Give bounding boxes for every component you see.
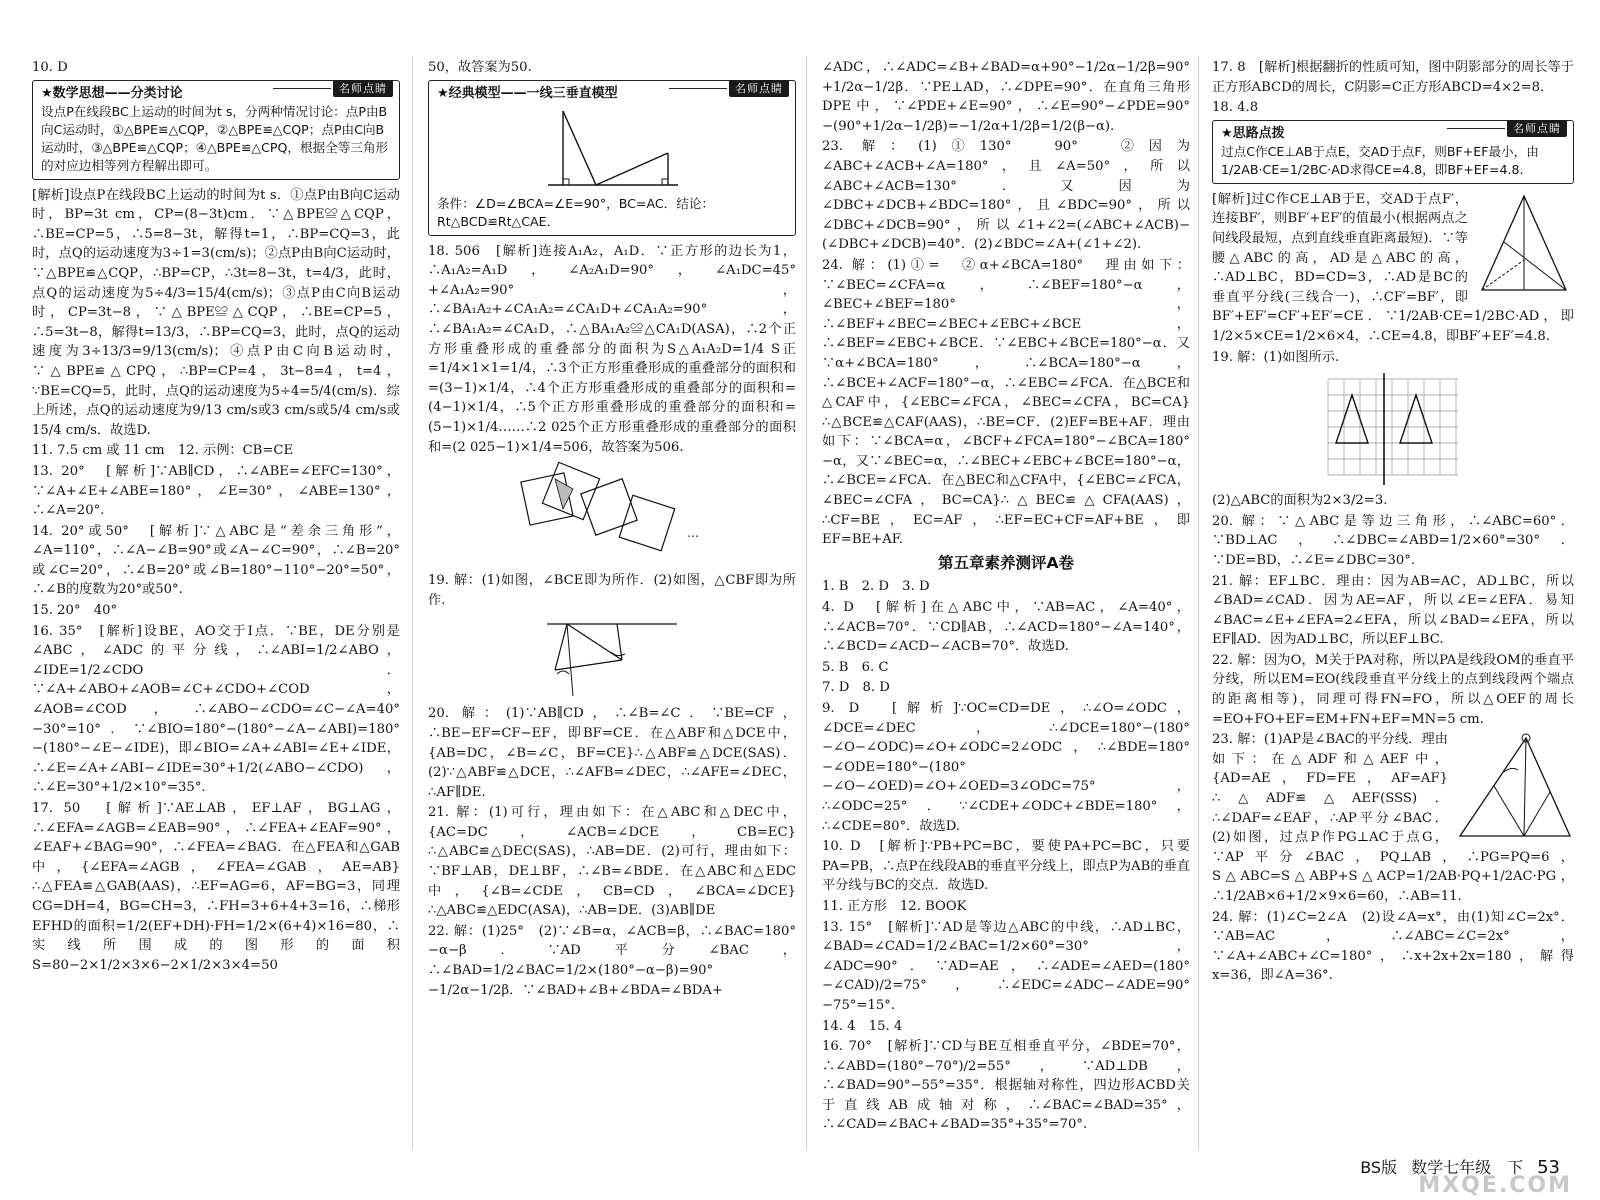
tip-title: ★思路点拨	[1221, 125, 1285, 141]
answer-paragraph	[32, 462, 400, 521]
tip-text: 条件：∠D=∠BCA=∠E=90°，BC=AC．结论：Rt△BCD≌Rt△CAE．	[437, 195, 715, 229]
answer-paragraph	[32, 186, 400, 441]
answer-text: 16. 35° [解析]设BE，AO交于I点．∵BE，DE分别是∠ABC，∠ADC的平分线，∴∠ABI=1/2∠ABO，∠IDE=1/2∠CDO．∵∠A+∠ABO+∠AOB=∠C+∠CDO+∠COD，∠AOB=∠COD，∴∠ABO−∠CDO=∠C−∠A=40°−30°=10°．∵∠BIO=180°−(180°−∠A−∠ABI)=180°−(180°−∠E−∠IDE)，即∠BIO=∠A+∠ABI=∠E+∠IDE，∴∠E=∠A+∠ABI−∠IDE=30°+1/2(∠ABO−∠CDO)，∴∠E=30°+1/2×10°=35°.	[32, 623, 400, 796]
answer-paragraph	[1212, 58, 1574, 97]
tip-box	[428, 80, 796, 236]
answer-paragraph	[1212, 908, 1574, 986]
answer-text: 16. 70° [解析]∵CD与BE互相垂直平分，∠BDE=70°，∴∠ABD=(180°−70°)/2=55°，∵AD⊥DB，∴∠BAD=90°−55°=35°．根据轴对称性，四边形ACBD关于直线AB成轴对称，∴∠BAC=∠BAD=35°，∴∠CAD=∠BAC+∠BAD=35°+35°=70°.	[822, 1039, 1190, 1133]
answer-text: 15. 20° 40°	[32, 603, 118, 619]
answer-paragraph	[822, 699, 1190, 836]
page-number: 53	[1537, 1157, 1560, 1178]
answer-paragraph	[822, 58, 1190, 136]
answer-paragraph	[822, 837, 1190, 896]
answer-text: 23. 解：(1)①130° 90° ②因为∠ABC+∠ACB+∠A=180°，且∠A=50°，所以∠ABC+∠ACB=130°．又因为∠DBC+∠DCB+∠BDC=180°，且∠BDC=90°，所以∠DBC+∠DCB=90°，所以∠1+∠2=(∠ABC+∠ACB)−(∠DBC+∠DCB)=40°．(2)∠BDC=∠A+(∠1+∠2).	[822, 139, 1190, 253]
answer-text: 50，故答案为50.	[428, 60, 532, 75]
answer-paragraph	[1212, 348, 1574, 368]
answer-paragraph	[32, 622, 400, 798]
answer-paragraph	[32, 799, 400, 975]
tip-title: ★经典模型——一线三垂直模型	[437, 85, 618, 101]
footer-subject: 数学七年级 下	[1411, 1158, 1524, 1177]
column-1	[32, 58, 400, 1148]
tip-text: 设点P在线段BC上运动的时间为t s，分两种情况讨论：点P由B向C运动时，①△BPE≌△CQP，②△BPE≌△CQP；点P由C向B运动时，③△BPE≌△CQP；④△BPE≌△CPQ，根据全等三角形的对应边相等列方程解出即可。	[41, 103, 389, 173]
construction-figure	[527, 612, 697, 702]
tip-title: ★数学思想——分类讨论	[41, 85, 183, 101]
answer-text: 24. 解：(1)①= ②α+∠BCA=180° 理由如下：∵∠BEC=∠CFA=α，∴∠BEF=180°−α，∠BEC+∠BEF=180°，∴∠BEF+∠BEC=∠BEC+∠EBC+∠BCE，∴∠BEF=∠EBC+∠BCE．∵∠EBC+∠BCE=180°−α．又∵α+∠BCA=180°，∴∠BCA=180°−α，∴∠BCE+∠ACF=180°−α，∴∠EBC=∠FCA．在△BCE和△CAF中，{∠EBC=∠FCA，∠BEC=∠CFA，BC=CA}∴△BCE≌△CAF(AAS)，∴BE=CF．(2)EF=BE+AF．理由如下：∵∠BCA=α，∠BCF+∠FCA=180°−∠BCA=180°−α，又∵∠BEC=α，∴∠BEC+∠EBC+∠BCE=180°−α，∴∠BCE=∠FCA．在△BEC和△CFA中，{∠EBC=∠FCA，∠BEC=∠CFA，BC=CA}∴△BEC≌△CFA(AAS)，∴CF=BE，EC=AF，∴EF=EC+CF=AF+BE，即EF=BE+AF.	[822, 257, 1190, 548]
tip-box	[32, 80, 400, 180]
answer-text: 18. 4.8	[1212, 100, 1259, 116]
answer-text: 13. 15° [解析]∵AD是等边△ABC的中线，∴AD⊥BC，∠BAD=∠CAD=1/2∠BAC=1/2×60°=30°，∠ADC=90°．∵AD=AE，∴∠ADE=∠AED=(180°−∠CAD)/2=75°，∴∠EDC=∠ADC−∠ADE=90°−75°=15°.	[822, 919, 1190, 1013]
overlapping-squares-figure	[497, 459, 727, 569]
answer-paragraph	[1212, 98, 1574, 118]
answer-text: 14. 20°或50° [解析]∵△ABC是“差余三角形”，∠A=110°，∴∠A−∠B=90°或∠A−∠C=90°，∴∠B=20°或∠C=20°，∴∠B=20°或∠B=180°−110°−20°=50°，∴∠B的度数为20°或50°.	[32, 523, 400, 598]
answer-paragraph	[32, 58, 400, 78]
answer-text: 11. 正方形 12. BOOK	[822, 898, 967, 914]
column-divider	[806, 56, 807, 1150]
answer-text: 13. 20° [解析]∵AB∥CD，∴∠ABE=∠EFC=130°，∵∠A+∠E+∠ABE=180°，∠E=30°，∠ABE=130°，∴∠A=20°.	[32, 463, 400, 519]
answer-text: 11. 7.5 cm 或 11 cm 12. 示例：CB=CE	[32, 443, 294, 459]
column-divider	[412, 56, 413, 1150]
answer-text: 5. B 6. C	[822, 659, 889, 675]
column-4	[1212, 58, 1574, 1148]
svg-text:…: …	[687, 526, 699, 541]
column-3	[822, 58, 1190, 1148]
answer-text: 7. D 8. D	[822, 680, 890, 696]
answer-paragraph	[822, 1017, 1190, 1037]
answer-paragraph	[1212, 491, 1574, 511]
answer-text: (2)△ABC的面积为2×3/2=3.	[1212, 493, 1388, 509]
answer-paragraph	[428, 704, 796, 802]
answer-text: 4. D [解析]在△ABC中，∵AB=AC，∠A=40°，∴∠ACB=70°．∵CD∥AB，∴∠ACD=180°−∠A=140°，∴∠BCD=∠ACD−∠ACB=70°．故选D.	[822, 600, 1190, 655]
answer-paragraph	[428, 58, 796, 78]
watermark: MXQE.COM	[1418, 1173, 1572, 1198]
isosceles-triangle-figure	[1474, 190, 1574, 300]
answer-text: [解析]设点P在线段BC上运动的时间为t s．①点P由B向C运动时，BP=3t cm，CP=(8−3t)cm．∵△BPE≌△CQP，∴BE=CP=5，∴5=8−3t，解得t=1，∴BP=CQ=3，此时，点Q的运动速度为3÷1=3(cm/s)；②点P由B向C运动时，∵△BPE≌△CQP，∴BP=CP，∴3t=8−3t，t=4/3，此时，点Q的运动速度为5÷4/3=15/4(cm/s)；③点P由C向B运动时，CP=3t−8，∵△BPE≌△CQP，∴BE=CP=5，∴5=3t−8，解得t=13/3，∴BP=CQ=3，此时，点Q的运动速度为3÷13/3=9/13(cm/s)；④点P由C向B运动时，∵△BPE≌△CPQ，∴BP=CP=4，3t−8=4，t=4，∵BE=CQ=5，此时，点Q的运动速度为5÷4=5/4(cm/s)．综上所述，点Q的运动速度为9/13 cm/s或3 cm/s或5/4 cm/s或15/4 cm/s．故选D.	[32, 187, 400, 438]
tip-box	[1212, 120, 1574, 184]
answer-paragraph	[822, 658, 1190, 678]
answer-paragraph	[428, 922, 796, 1000]
section-title: 第五章素养测评A卷	[938, 553, 1074, 572]
answer-text: 17. 8 [解析]根据翻折的性质可知，图中阴影部分的周长等于正方形ABCD的周长，C阴影=C正方形ABCD=4×2=8.	[1212, 60, 1574, 95]
answer-paragraph	[1212, 651, 1574, 729]
answer-paragraph	[822, 256, 1190, 550]
answer-text: 10. D	[32, 60, 68, 75]
answer-paragraph	[822, 918, 1190, 1016]
answer-text: 17. 50 [解析]∵AE⊥AB，EF⊥AF，BG⊥AG，∴∠EFA=∠AGB=∠EAB=90°，∴∠FEA+∠EAF=90°，∠EAF+∠BAG=90°，∴∠FEA=∠BAG．在△FEA和△GAB中，{∠EFA=∠AGB，∠FEA=∠GAB，AE=AB}∴△FEA≌△GAB(AAS)，∴EF=AG=6，AF=BG=3，同理CG=DH=4，BG=CH=3，∴FH=3+6+4+3=16，∴梯形EFHD的面积=1/2(EF+DH)·FH=1/2×(6+4)×16=80，∴实线所围成的图形的面积S=80−2×1/2×3×6−2×1/2×3×4=50	[32, 801, 400, 973]
answer-paragraph	[822, 598, 1190, 657]
angle-bisector-figure	[1454, 732, 1574, 844]
column-divider	[1198, 56, 1199, 1150]
answer-paragraph	[822, 577, 1190, 597]
tip-text: 过点C作CE⊥AB于点E，交AD于点F，则BF+EF最小，由1/2AB·CE=1/2BC·AD求得CE=4.8，即BF+EF=4.8.	[1221, 143, 1539, 177]
answer-text: 20. 解：(1)∵AB∥CD，∴∠B=∠C．∵BE=CF，∴BE−EF=CF−EF，即BF=CE．在△ABF和△DCE中，{AB=DC，∠B=∠C，BF=CE}∴△ABF≌△DCE(SAS)．(2)∵△ABF≌△DCE，∴∠AFB=∠DEC，∴∠AFE=∠DEC，∴AF∥DE.	[428, 706, 796, 800]
answer-paragraph	[428, 242, 796, 458]
answer-paragraph	[428, 803, 796, 921]
answer-paragraph	[1212, 512, 1574, 571]
tip-badge: 名师点睛	[1507, 120, 1567, 137]
answer-text: 10. D [解析]∵PB+PC=BC，要使PA+PC=BC，只要PA=PB，∴点P在线段AB的垂直平分线上，即点P为AB的垂直平分线与BC的交点．故选D.	[822, 839, 1190, 894]
one-line-three-perpendicular-figure	[538, 105, 688, 193]
answer-paragraph	[1212, 730, 1574, 906]
answer-text: 20. 解：∵△ABC是等边三角形，∴∠ABC=60°．∵BD⊥AC，∴∠DBC=∠ABD=1/2×60°=30°．∵DE=BD，∴∠E=∠DBC=30°.	[1212, 513, 1574, 568]
answer-text: 24. 解：(1)∠C=2∠A (2)设∠A=x°，由(1)知∠C=2x°．∵AB=AC，∴∠ABC=∠C=2x°，∵∠A+∠ABC+∠C=180°，∴x+2x+2x=180，解得x=36，即∠A=36°.	[1212, 909, 1574, 984]
answer-text: 22. 解：(1)25° (2)∵∠B=α，∠ACB=β，∴∠BAC=180°−α−β．∵AD平分∠BAC，∴∠BAD=1/2∠BAC=1/2×(180°−α−β)=90°−1/2α−1/2β．∵∠BAD+∠B+∠BDA=∠BDA+	[428, 923, 796, 998]
answer-text: 1. B 2. D 3. D	[822, 579, 930, 595]
answer-text: 23. 解：(1)AP是∠BAC的平分线．理由如下：在△ADF和△AEF中，{AD=AE，FD=FE，AF=AF}∴△ADF≌△AEF(SSS)．∴∠DAF=∠EAF，∴AP平分∠BAC．(2)如图，过点P作PG⊥AC于点G，∵AP平分∠BAC，PQ⊥AB，∴PG=PQ=6，S△ABC=S△ABP+S△ACP=1/2AB·PQ+1/2AC·PG，∴1/2AB×6+1/2×9×6=60，∴AB=11.	[1212, 732, 1574, 904]
answer-text: 22. 解：因为O，M关于PA对称，所以PA是线段OM的垂直平分线，所以EM=EO(线段垂直平分线上的点到线段两个端点的距离相等)，同理可得FN=FO，所以△OEF的周长=EO+FO+EF=EM+FN+EF=MN=5 cm.	[1212, 652, 1574, 727]
answer-text: ∠ADC，∴∠ADC=∠B+∠BAD=α+90°−1/2α−1/2β=90°+1/2α−1/2β．∵PE⊥AD，∴∠DPE=90°．在直角三角形DPE中，∵∠PDE+∠E=90°，∴∠E=90°−∠PDE=90°−(90°+1/2α−1/2β)=−1/2α+1/2β=1/2(β−α).	[822, 60, 1190, 134]
answer-text: 19. 解：(1)如图所示.	[1212, 349, 1340, 365]
answer-text: 14. 4 15. 4	[822, 1018, 903, 1034]
answer-paragraph	[428, 571, 796, 610]
answer-paragraph	[1212, 572, 1574, 650]
answer-paragraph	[822, 678, 1190, 698]
reflection-grid-figure	[1318, 369, 1468, 489]
answer-paragraph	[32, 441, 400, 461]
answer-text: 18. 506 [解析]连接A₁A₂，A₁D．∵正方形的边长为1，∴A₁A₂=A₁D，∠A₂A₁D=90°，∠A₁DC=45°+∠A₁A₂=90°，∴∠BA₁A₂+∠CA₁A₂=∠CA₁D+∠CA₁A₂=90°，∴∠BA₁A₂=∠CA₁D，∴△BA₁A₂≌△CA₁D(ASA)，∴2个正方形重叠形成的重叠部分的面积为S△A₁A₂D=1/4 S正=1/4×1×1=1/4，∴3个正方形重叠形成的重叠部分的面积和=(3−1)×1/4，∴4个正方形重叠形成的重叠部分的面积和=(4−1)×1/4，∴5个正方形重叠形成的重叠部分的面积和=(5−1)×1/4……∴2 025个正方形重叠形成的重叠部分的面积和=(2 025−1)×1/4=506，故答案为506.	[428, 243, 796, 455]
answer-text: 21. 解：EF⊥BC．理由：因为AB=AC，AD⊥BC，所以∠BAD=∠CAD．因为AE=AF，所以∠E=∠EFA．易知∠BAC=∠E+∠EFA=2∠EFA，所以∠BAD=∠EFA，所以EF∥AD．因为AD⊥BC，所以EF⊥BC.	[1212, 573, 1574, 648]
answer-paragraph	[822, 137, 1190, 255]
answer-paragraph	[32, 522, 400, 600]
answer-text: 19. 解：(1)如图，∠BCE即为所作．(2)如图，△CBF即为所作.	[428, 573, 796, 608]
answer-paragraph	[822, 1037, 1190, 1135]
footer-edition: BS版	[1360, 1158, 1398, 1177]
answer-paragraph	[822, 897, 1190, 917]
answer-paragraph	[32, 601, 400, 621]
tip-badge: 名师点睛	[333, 80, 393, 97]
tip-badge: 名师点睛	[729, 80, 789, 97]
answer-paragraph	[1212, 190, 1574, 347]
answer-text: 9. D [解析]∵OC=CD=DE，∴∠O=∠ODC，∠DCE=∠DEC，∴∠DCE=180°−(180°−∠O−∠ODC)=∠O+∠ODC=2∠ODC，∴∠BDE=180°−∠ODE=180°−(180°−∠O−∠OED)=∠O+∠OED=3∠ODC=75°，∴∠ODC=25°．∵∠CDE+∠ODC+∠BDE=180°，∴∠CDE=80°．故选D.	[822, 701, 1190, 834]
answer-text: [解析]过C作CE⊥AB于E，交AD于点F′，连接BF′，则BF′+EF′的值最小(根据两点之间线段最短，点到直线垂直距离最短)．∵等腰△ABC的高，AD是△ABC的高，∴AD⊥BC，BD=CD=3，∴AD是BC的垂直平分线(三线合一)，∴CF′=BF′，即BF′+EF′=CF′+EF′=CE．∵1/2AB·CE=1/2BC·AD，即1/2×5×CE=1/2×6×4，∴CE=4.8，即BF′+EF′=4.8.	[1212, 191, 1574, 344]
column-2	[428, 58, 796, 1148]
answer-text: 21. 解：(1)可行，理由如下：在△ABC和△DEC中，{AC=DC，∠ACB=∠DCE，CB=EC}∴△ABC≌△DEC(SAS)，∴AB=DE．(2)可行，理由如下：∵BF⊥AB，DE⊥BF，∴∠B=∠BDE．在△ABC和△EDC中，{∠B=∠CDE，CB=CD，∠BCA=∠DCE}∴△ABC≌△EDC(ASA)，∴AB=DE．(3)AB∥DE	[428, 805, 796, 919]
